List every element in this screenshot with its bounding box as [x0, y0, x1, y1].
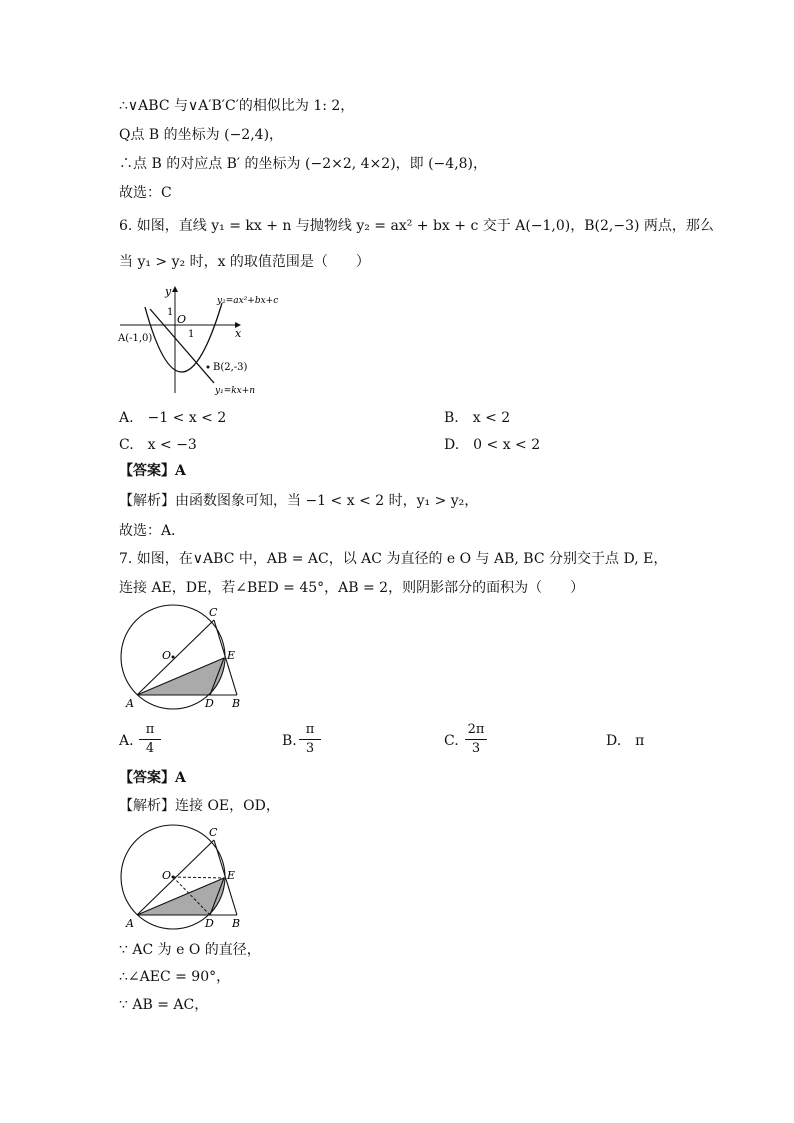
q7-option-a-fraction: [139, 722, 161, 757]
axis-label-y: y: [165, 285, 172, 298]
point-a-label: A(-1,0): [118, 333, 153, 344]
point-b-dot: [207, 366, 210, 369]
q6-answer: 【答案】A: [119, 463, 186, 479]
q7-option-c-prefix: C.: [444, 733, 459, 749]
q6-explanation: 【解析】由函数图象可知，当 −1 < x < 2 时，y₁ > y₂，: [119, 493, 479, 509]
origin-label: O: [177, 313, 187, 326]
solution-dashed-oe: [173, 877, 224, 878]
point-b-label: B(2,-3): [213, 362, 248, 373]
q7-option-c-fraction: [465, 722, 487, 757]
q7-option-a-denominator: 4: [145, 741, 155, 756]
solution-label-c: C: [209, 826, 218, 839]
q7-option-b-denominator: 3: [305, 741, 315, 756]
label-d: D: [205, 697, 214, 710]
q6-option-c: C. x < −3: [119, 437, 197, 453]
q7-option-c-denominator: 3: [471, 741, 481, 756]
label-o: O: [162, 649, 172, 662]
reason-line-2: ∴∠AEC = 90°，: [119, 969, 231, 985]
parabola-label: y₂=ax²+bx+c: [217, 296, 279, 306]
q7-answer: 【答案】A: [119, 770, 186, 786]
question-7-line-2: 连接 AE，DE，若∠BED = 45°，AB = 2，则阴影部分的面积为（ ）: [119, 580, 585, 596]
label-c: C: [209, 606, 218, 619]
q6-option-a: A. −1 < x < 2: [119, 410, 227, 426]
solution-label-b: B: [232, 917, 241, 930]
q7-option-b-fraction: [299, 722, 321, 757]
text-line-choice-c: 故选：C: [119, 185, 172, 201]
text-line-corresponding-point: ∴点 B 的对应点 B′ 的坐标为 (−2×2, 4×2)，即 (−4,8)，: [119, 156, 488, 172]
q7-option-d: D. π: [606, 733, 645, 749]
text-line-point-b: Q点 B 的坐标为 (−2,4)，: [119, 127, 284, 143]
q6-option-d: D. 0 < x < 2: [444, 437, 541, 453]
tick-label-x-one: 1: [188, 329, 195, 340]
center-dot: [172, 656, 175, 659]
line-label: y₁=kx+n: [215, 386, 256, 396]
text-line-similarity: ∴∨ABC 与∨A′B′C′的相似比为 1: 2，: [119, 98, 355, 114]
tick-label-y-one: 1: [167, 307, 174, 318]
q6-selection: 故选：A．: [119, 523, 186, 539]
question-7-solution-figure: [113, 823, 253, 931]
solution-center-dot: [172, 876, 175, 879]
solution-label-e: E: [227, 869, 236, 882]
solution-label-a: A: [126, 917, 134, 930]
label-a: A: [126, 697, 134, 710]
question-7-line-1: 7. 如图，在∨ABC 中，AB = AC，以 AC 为直径的 e O 与 AB, BC 分别交于点 D, E，: [119, 551, 668, 567]
question-6-line-1: 6. 如图，直线 y₁ = kx + n 与抛物线 y₂ = ax² + bx + c 交于 A(−1,0)，B(2,−3) 两点，那么: [119, 218, 714, 234]
q6-option-b: B. x < 2: [444, 410, 511, 426]
question-6-figure: [115, 283, 315, 401]
axis-label-x: x: [235, 327, 242, 340]
question-6-line-2: 当 y₁ > y₂ 时，x 的取值范围是（ ）: [119, 254, 370, 270]
q7-option-a-prefix: A.: [119, 733, 134, 749]
q7-option-a-numerator: π: [145, 722, 155, 737]
solution-label-d: D: [205, 917, 214, 930]
reason-line-1: ∵ AC 为 e O 的直径，: [119, 942, 261, 958]
label-e: E: [227, 649, 236, 662]
q7-explanation: 【解析】连接 OE，OD，: [119, 798, 280, 814]
q7-option-b-numerator: π: [305, 722, 315, 737]
question-7-figure: [113, 603, 253, 711]
reason-line-3: ∵ AB = AC，: [119, 997, 209, 1013]
q7-option-c-numerator: 2π: [467, 722, 485, 737]
solution-label-o: O: [162, 869, 172, 882]
q7-option-b-prefix: B.: [282, 733, 297, 749]
label-b: B: [232, 697, 241, 710]
